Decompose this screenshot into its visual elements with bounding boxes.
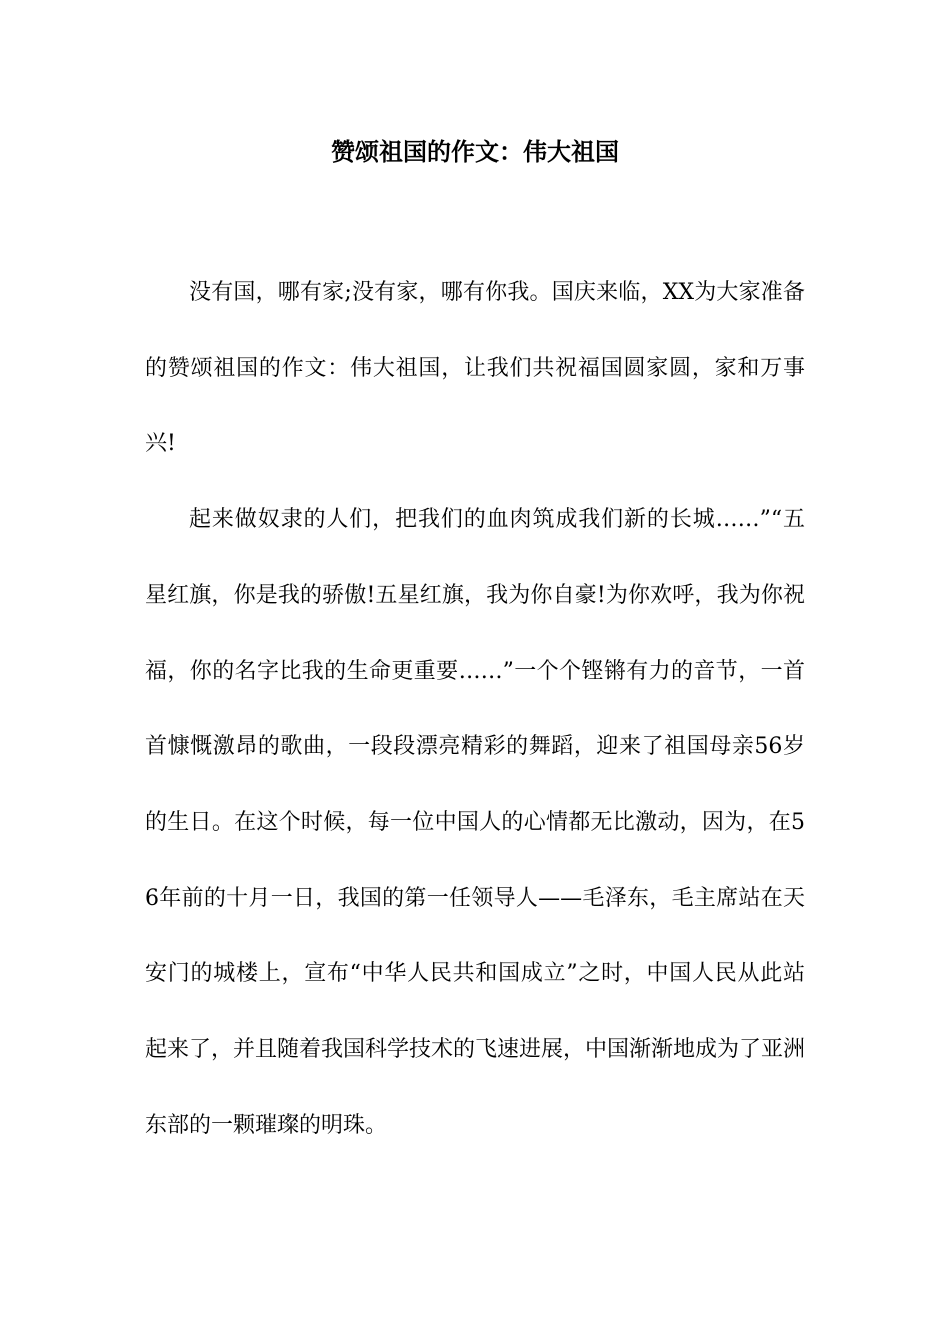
document-body: [145, 255, 805, 1163]
document-title: 赞颂祖国的作文：伟大祖国: [331, 138, 619, 166]
paragraph-1: 没有国，哪有家;没有家，哪有你我。国庆来临，XX为大家准备的赞颂祖国的作文：伟大祖国，让我们共祝福国圆家圆，家和万事兴!: [145, 280, 805, 457]
paragraph-2: 起来做奴隶的人们，把我们的血肉筑成我们新的长城……”“五星红旗，你是我的骄傲!五星红旗，我为你自豪!为你欢呼，我为你祝福，你的名字比我的生命更重要……”一个个铿锵有力的音节，一首首慷慨激昂的歌曲，一段段漂亮精彩的舞蹈，迎来了祖国母亲56岁的生日。在这个时候，每一位中国人的心情都无比激动，因为，在56年前的十月一日，我国的第一任领导人——毛泽东，毛主席站在天安门的城楼上，宣布“中华人民共和国成立”之时，中国人民从此站起来了，并且随着我国科学技术的飞速进展，中国渐渐地成为了亚洲东部的一颗璀璨的明珠。: [145, 507, 806, 1138]
